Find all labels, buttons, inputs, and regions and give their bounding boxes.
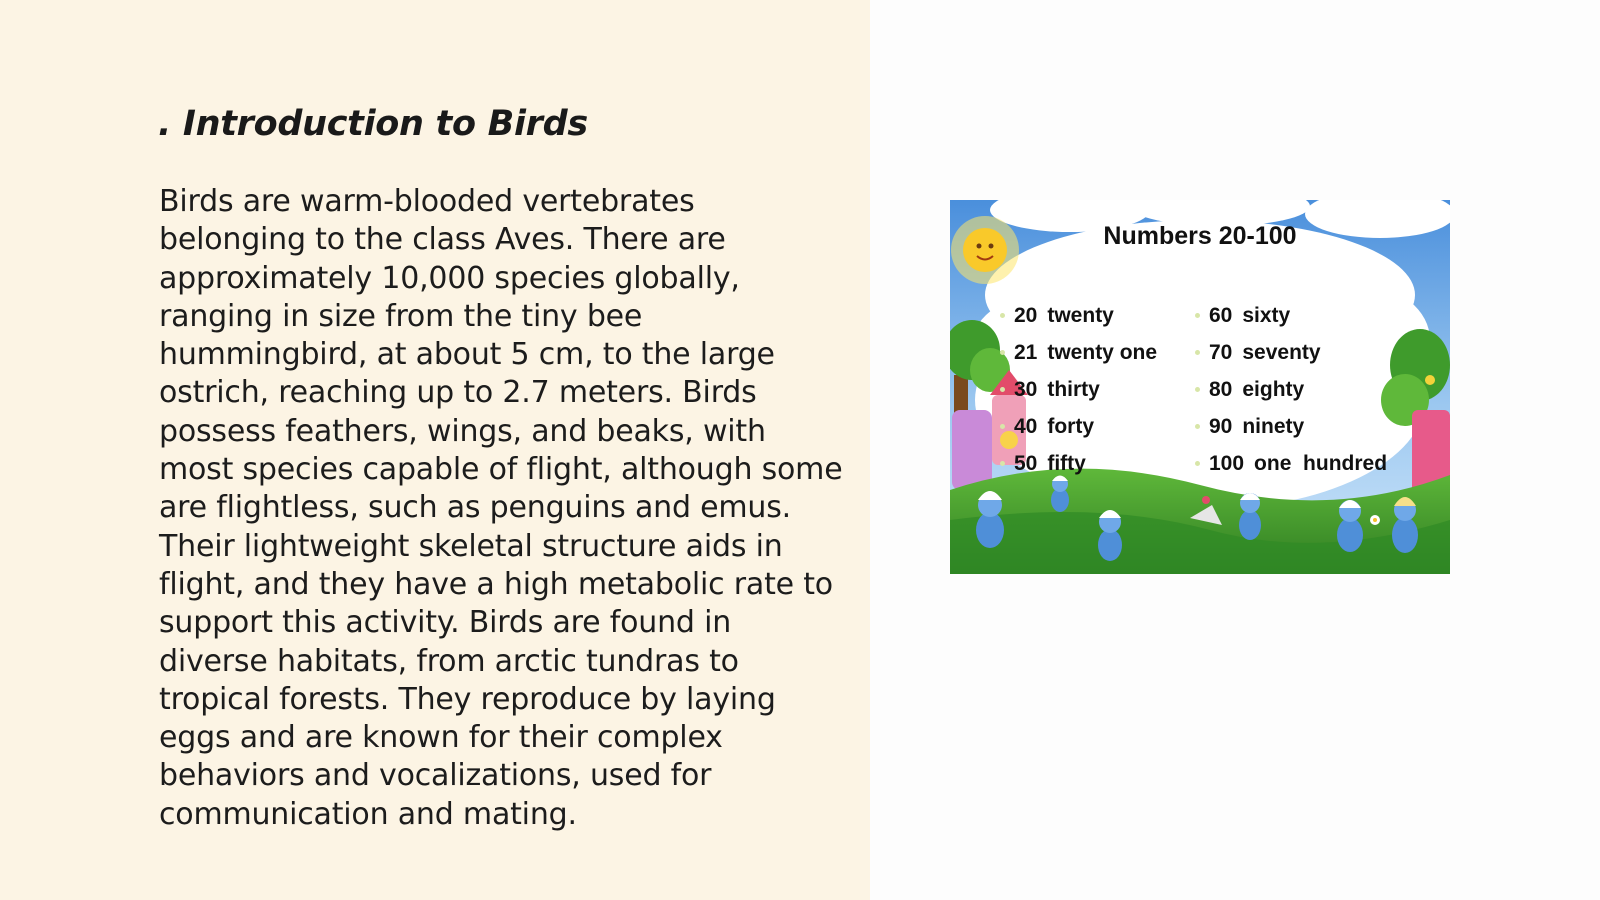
number-item: 50 fifty bbox=[1014, 445, 1157, 482]
number-item: 30 thirty bbox=[1014, 371, 1157, 408]
number-item: 20 twenty bbox=[1014, 297, 1157, 334]
number-item: 80 eighty bbox=[1209, 371, 1387, 408]
numbers-column-1 bbox=[1014, 297, 1157, 482]
number-item: 21 twenty one bbox=[1014, 334, 1157, 371]
number-item: 90 ninety bbox=[1209, 408, 1387, 445]
number-item: 100 one hundred bbox=[1209, 445, 1387, 482]
slide-title: . Introduction to Birds bbox=[158, 104, 588, 144]
numbers-cartoon-image bbox=[950, 200, 1450, 574]
number-item: 70 seventy bbox=[1209, 334, 1387, 371]
slide-body-text: Birds are warm-blooded vertebrates belonging to the class Aves. There are approximately 10,000 species globally, ranging in size from the tiny bee hummingbird, at about 5 cm, to the large ostrich, reaching up to 2.7 meters. Birds possess feathers, wings, and beaks, with most species capable of flight, although some are flightless, such as penguins and emus. Their lightweight skeletal structure aids in flight, and they have a high metabolic rate to support this activity. Birds are found in diverse habitats, from arctic tundras to tropical forests. They reproduce by laying eggs and are known for their complex behaviors and vocalizations, used for communication and mating. bbox=[159, 184, 843, 832]
numbers-column-2 bbox=[1209, 297, 1387, 482]
number-item: 60 sixty bbox=[1209, 297, 1387, 334]
numbers-heading: Numbers 20-100 bbox=[1103, 222, 1297, 250]
number-item: 40 forty bbox=[1014, 408, 1157, 445]
